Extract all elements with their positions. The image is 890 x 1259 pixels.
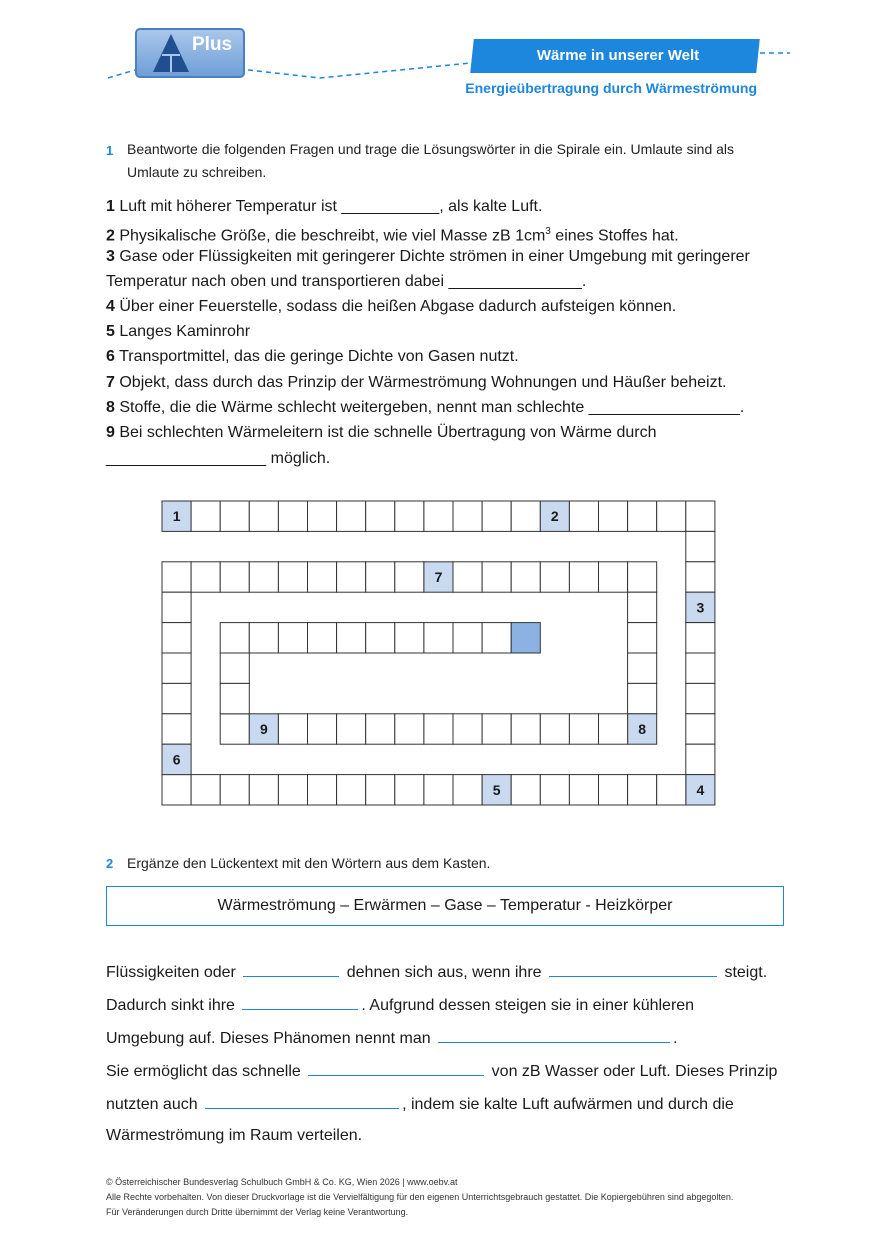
question-text: Gase oder Flüssigkeiten mit geringerer Dichte strömen in einer Umgebung mit geringerer: [119, 248, 750, 265]
task1-instruction-line2: Umlaute zu schreiben.: [127, 164, 267, 180]
spiral-cell[interactable]: [366, 562, 395, 592]
spiral-cell[interactable]: [395, 775, 424, 805]
spiral-cell[interactable]: [569, 775, 598, 805]
spiral-cell[interactable]: [278, 714, 307, 744]
spiral-cell[interactable]: [482, 501, 511, 531]
spiral-cell[interactable]: [308, 562, 337, 592]
spiral-cell[interactable]: [162, 775, 191, 805]
question-number: 1: [106, 198, 115, 215]
question-number: 8: [106, 399, 115, 416]
spiral-cell[interactable]: [249, 623, 278, 653]
spiral-cell[interactable]: [191, 501, 220, 531]
cell-number-6: 6: [172, 751, 181, 768]
spiral-cell[interactable]: [366, 623, 395, 653]
spiral-cell[interactable]: [337, 775, 366, 805]
spiral-cell[interactable]: [337, 562, 366, 592]
spiral-cell[interactable]: [162, 623, 191, 653]
cloze-line-2: [106, 991, 694, 1018]
spiral-cell[interactable]: [220, 562, 249, 592]
spiral-cell[interactable]: [278, 775, 307, 805]
spiral-cell[interactable]: [599, 775, 628, 805]
spiral-end-cell[interactable]: [511, 623, 540, 653]
spiral-cell[interactable]: [599, 501, 628, 531]
task1-number: 1: [106, 143, 114, 158]
spiral-cell[interactable]: [220, 653, 249, 683]
question-number: 3: [106, 248, 115, 265]
spiral-cell[interactable]: [628, 562, 657, 592]
spiral-cell[interactable]: [511, 775, 540, 805]
question-text: Langes Kaminrohr: [119, 323, 251, 340]
spiral-cell[interactable]: [628, 501, 657, 531]
spiral-cell[interactable]: [278, 501, 307, 531]
cloze-line-3: [106, 1024, 678, 1051]
spiral-cell[interactable]: [686, 714, 715, 744]
spiral-cell[interactable]: [686, 531, 715, 561]
footer-rights: Alle Rechte vorbehalten. Von dieser Druckvorlage ist die Vervielfältigung für den eigenen Unterrichtsgebrauch gestattet. Die Kopiergebühren sind abgegolten.: [106, 1192, 734, 1202]
spiral-cell[interactable]: [599, 714, 628, 744]
spiral-cell[interactable]: [511, 562, 540, 592]
question-text: Transportmittel, das die geringe Dichte von Gasen nutzt.: [119, 348, 519, 365]
spiral-cell[interactable]: [220, 623, 249, 653]
spiral-cell[interactable]: [366, 714, 395, 744]
spiral-cell[interactable]: [482, 714, 511, 744]
cell-number-5: 5: [492, 781, 501, 798]
spiral-cell[interactable]: [540, 775, 569, 805]
cloze-blank[interactable]: [205, 1090, 399, 1109]
cloze-text: Umgebung auf. Dieses Phänomen nennt man: [106, 1030, 431, 1047]
question-number: 2: [106, 227, 115, 245]
superscript: 3: [545, 226, 551, 237]
spiral-cell[interactable]: [220, 775, 249, 805]
question-number: 9: [106, 424, 115, 441]
spiral-cell[interactable]: [511, 714, 540, 744]
spiral-cell[interactable]: [453, 714, 482, 744]
question-number: 6: [106, 348, 115, 365]
spiral-cell[interactable]: [162, 653, 191, 683]
spiral-cell[interactable]: [395, 562, 424, 592]
word-box: Wärmeströmung – Erwärmen – Gase – Temperatur - Heizkörper: [106, 886, 784, 926]
spiral-cell[interactable]: [191, 775, 220, 805]
spiral-cell[interactable]: [569, 501, 598, 531]
cloze-text: von zB Wasser oder Luft. Dieses Prinzip: [491, 1063, 778, 1080]
cell-number-1: 1: [172, 508, 181, 525]
spiral-cell[interactable]: [628, 683, 657, 713]
cloze-text: .: [673, 1030, 678, 1047]
spiral-cell[interactable]: [278, 562, 307, 592]
question-text: Über einer Feuerstelle, sodass die heißen Abgase dadurch aufsteigen können.: [119, 298, 677, 315]
cloze-text: Sie ermöglicht das schnelle: [106, 1063, 301, 1080]
spiral-cell[interactable]: [308, 501, 337, 531]
spiral-cell[interactable]: [453, 775, 482, 805]
cloze-text: nutzten auch: [106, 1096, 198, 1113]
question-number: 7: [106, 374, 115, 391]
spiral-cell[interactable]: [686, 562, 715, 592]
cloze-text: Wärmeströmung im Raum verteilen.: [106, 1127, 363, 1144]
question-number: 4: [106, 298, 115, 315]
spiral-cell[interactable]: [308, 623, 337, 653]
spiral-cell[interactable]: [511, 501, 540, 531]
cell-number-4: 4: [696, 781, 705, 798]
spiral-cell[interactable]: [308, 714, 337, 744]
cloze-line-1: [106, 958, 767, 985]
spiral-cell[interactable]: [220, 714, 249, 744]
cloze-text: , indem sie kalte Luft aufwärmen und durch die: [402, 1096, 734, 1113]
task1-instruction-line1: Beantworte die folgenden Fragen und trage die Lösungswörter in die Spirale ein. Umlaute sind als: [127, 141, 735, 157]
question-text: Luft mit höherer Temperatur ist ___________, als kalte Luft.: [119, 198, 543, 215]
spiral-cell[interactable]: [540, 714, 569, 744]
page-title: Wärme in unserer Welt: [536, 47, 700, 64]
footer-disclaimer: Für Veränderungen durch Dritte übernimmt der Verlag keine Verantwortung.: [106, 1207, 409, 1217]
spiral-cell[interactable]: [657, 775, 686, 805]
spiral-cell[interactable]: [453, 562, 482, 592]
page-subtitle: Energieübertragung durch Wärmeströmung: [465, 80, 757, 96]
question-text: Temperatur nach oben und transportieren dabei _______________.: [106, 273, 587, 290]
cell-number-3: 3: [696, 599, 705, 616]
spiral-cell[interactable]: [162, 562, 191, 592]
question-text: Objekt, dass durch das Prinzip der Wärmeströmung Wohnungen und Häußer beheizt.: [119, 374, 727, 391]
spiral-cell[interactable]: [424, 501, 453, 531]
spiral-cell[interactable]: [686, 683, 715, 713]
question-text-after: eines Stoffes hat.: [550, 227, 679, 245]
spiral-cell[interactable]: [453, 623, 482, 653]
cloze-blank[interactable]: [438, 1024, 670, 1043]
cell-number-7: 7: [434, 569, 443, 585]
logo-text: Plus: [192, 34, 233, 55]
cloze-text: . Aufgrund dessen steigen sie in einer kühleren: [361, 997, 695, 1014]
spiral-cell[interactable]: [395, 623, 424, 653]
cloze-text: Dadurch sinkt ihre: [106, 997, 235, 1014]
cell-number-8: 8: [638, 721, 646, 737]
cell-number-9: 9: [260, 721, 268, 737]
spiral-cell[interactable]: [308, 775, 337, 805]
cloze-line-4: [106, 1057, 777, 1084]
spiral-cell[interactable]: [628, 592, 657, 622]
cloze-text: steigt.: [724, 964, 768, 981]
spiral-cell[interactable]: [220, 501, 249, 531]
cloze-text: dehnen sich aus, wenn ihre: [346, 964, 542, 981]
spiral-cell[interactable]: [162, 714, 191, 744]
spiral-cell[interactable]: [482, 562, 511, 592]
spiral-cell[interactable]: [424, 714, 453, 744]
spiral-cell[interactable]: [395, 714, 424, 744]
question-number: 5: [106, 323, 115, 340]
spiral-cell[interactable]: [628, 623, 657, 653]
cloze-blank[interactable]: [243, 958, 339, 977]
spiral-cell[interactable]: [337, 623, 366, 653]
spiral-cell[interactable]: [569, 562, 598, 592]
spiral-cell[interactable]: [657, 501, 686, 531]
spiral-cell[interactable]: [395, 501, 424, 531]
spiral-cell[interactable]: [249, 775, 278, 805]
spiral-cell[interactable]: [424, 775, 453, 805]
spiral-cell[interactable]: [686, 501, 715, 531]
cloze-blank[interactable]: [308, 1057, 484, 1076]
spiral-cell[interactable]: [337, 714, 366, 744]
spiral-cell[interactable]: [686, 653, 715, 683]
cloze-blank[interactable]: [549, 958, 717, 977]
question-text: Stoffe, die die Wärme schlecht weitergeben, nennt man schlechte _________________.: [119, 399, 745, 416]
cloze-blank[interactable]: [242, 991, 358, 1010]
spiral-cell[interactable]: [686, 744, 715, 774]
spiral-cell[interactable]: [366, 501, 395, 531]
spiral-cell[interactable]: [249, 501, 278, 531]
spiral-cell[interactable]: [686, 623, 715, 653]
cloze-line-6: [106, 1123, 362, 1148]
footer-copyright: © Österreichischer Bundesverlag Schulbuch GmbH & Co. KG, Wien 2026 | www.oebv.at: [106, 1177, 458, 1187]
spiral-cell[interactable]: [162, 683, 191, 713]
question-text: Bei schlechten Wärmeleitern ist die schnelle Übertragung von Wärme durch: [119, 424, 657, 441]
spiral-cell[interactable]: [569, 714, 598, 744]
spiral-cell[interactable]: [191, 562, 220, 592]
spiral-cell[interactable]: [366, 775, 395, 805]
spiral-cell[interactable]: [628, 775, 657, 805]
spiral-cell[interactable]: [162, 592, 191, 622]
question-text: Physikalische Größe, die beschreibt, wie viel Masse zB 1cm: [119, 227, 546, 245]
spiral-cell[interactable]: [249, 562, 278, 592]
spiral-cell[interactable]: [628, 653, 657, 683]
spiral-cell[interactable]: [540, 562, 569, 592]
task2-instruction: Ergänze den Lückentext mit den Wörtern aus dem Kasten.: [127, 855, 491, 871]
spiral-cell[interactable]: [220, 683, 249, 713]
spiral-cell[interactable]: [278, 623, 307, 653]
spiral-cell[interactable]: [424, 623, 453, 653]
question-text: __________________ möglich.: [106, 450, 331, 467]
cell-number-2: 2: [550, 508, 559, 525]
spiral-cell[interactable]: [337, 501, 366, 531]
cloze-line-5: [106, 1090, 734, 1117]
cloze-text: Flüssigkeiten oder: [106, 964, 236, 981]
task2-number: 2: [106, 856, 114, 871]
spiral-cell[interactable]: [599, 562, 628, 592]
spiral-cell[interactable]: [453, 501, 482, 531]
spiral-cell[interactable]: [482, 623, 511, 653]
